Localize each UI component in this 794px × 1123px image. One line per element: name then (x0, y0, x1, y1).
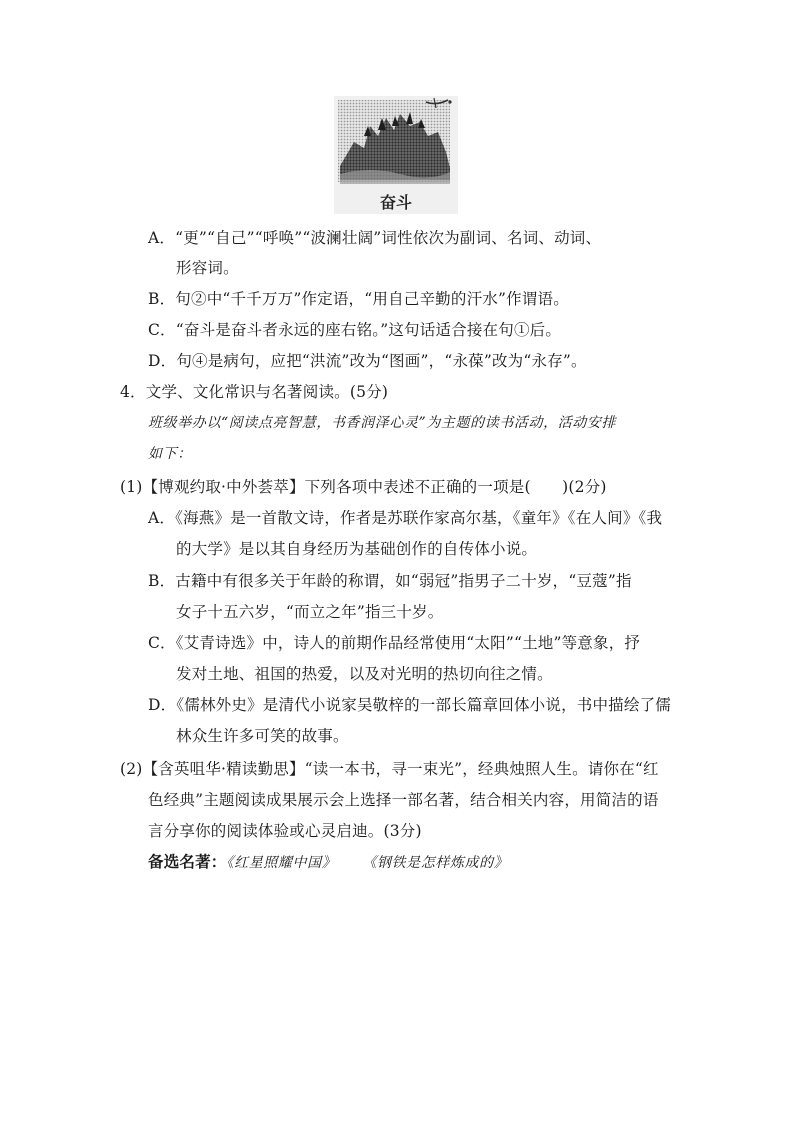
q4-sub1-stem: (1)【博观约取·中外荟萃】下列各项中表述不正确的一项是( )(2分) (120, 478, 607, 496)
q4-sub1-option-c-line2: 发对土地、祖国的热爱，以及对光明的热切向往之情。 (176, 665, 553, 683)
q3-option-d: D．句④是病句，应把“洪流”改为“图画”，“永葆”改为“永存”。 (148, 352, 587, 370)
q4-sub1-option-a-line2: 的大学》是以其自身经历为基础创作的自传体小说。 (176, 540, 538, 558)
q3-option-a-line2: 形容词。 (176, 259, 239, 277)
q3-option-c: C．“奋斗是奋斗者永远的座右铭。”这句话适合接在句①后。 (148, 321, 562, 339)
fendou-painting-icon (334, 96, 458, 214)
recommended-books-label: 备选名著： (148, 852, 227, 871)
q4-sub2-line3: 言分享你的阅读体验或心灵启迪。(3分) (148, 822, 422, 840)
q4-intro-line1: 班级举办以“阅读点亮智慧，书香润泽心灵”为主题的读书活动，活动安排 (148, 415, 617, 431)
q3-option-b: B．句②中“千千万万”作定语，“用自己辛勤的汗水”作谓语。 (148, 290, 569, 308)
q4-sub1-option-b-line2: 女子十五六岁，“而立之年”指三十岁。 (176, 603, 444, 621)
recommended-books-row (148, 851, 508, 874)
q4-title: 4．文学、文化常识与名著阅读。(5分) (120, 383, 389, 401)
q3-option-a-line1: A．“更”“自己”“呼唤”“波澜壮阔”词性依次为副词、名词、动词、 (148, 229, 602, 247)
figure-caption: 奋斗 (379, 193, 413, 212)
book-steel-tempered: 《钢铁是怎样炼成的》 (362, 855, 509, 871)
q4-intro-line2: 如下： (148, 446, 192, 462)
q4-sub1-option-b-line1: B．古籍中有很多关于年龄的称谓，如“弱冠”指男子二十岁，“豆蔻”指 (148, 572, 632, 590)
q4-sub2-line2: 色经典”主题阅读成果展示会上选择一部名著，结合相关内容，用简洁的语 (148, 791, 659, 809)
q4-sub1-option-d-line2: 林众生许多可笑的故事。 (176, 727, 349, 745)
q4-sub2-line1: (2)【含英咀华·精读勤思】“读一本书，寻一束光”，经典烛照人生。请你在“红 (120, 760, 659, 778)
q4-sub1-option-d-line1: D．《儒林外史》是清代小说家吴敬梓的一部长篇章回体小说，书中描绘了儒 (148, 696, 671, 714)
fendou-painting-figure (334, 96, 458, 214)
q4-sub1-option-a-line1: A．《海燕》是一首散文诗，作者是苏联作家高尔基，《童年》《在人间》《我 (148, 509, 663, 527)
q4-sub1-option-c-line1: C．《艾青诗选》中，诗人的前期作品经常使用“太阳”“土地”等意象，抒 (148, 634, 641, 652)
book-red-star: 《红星照耀中国》 (226, 855, 337, 871)
